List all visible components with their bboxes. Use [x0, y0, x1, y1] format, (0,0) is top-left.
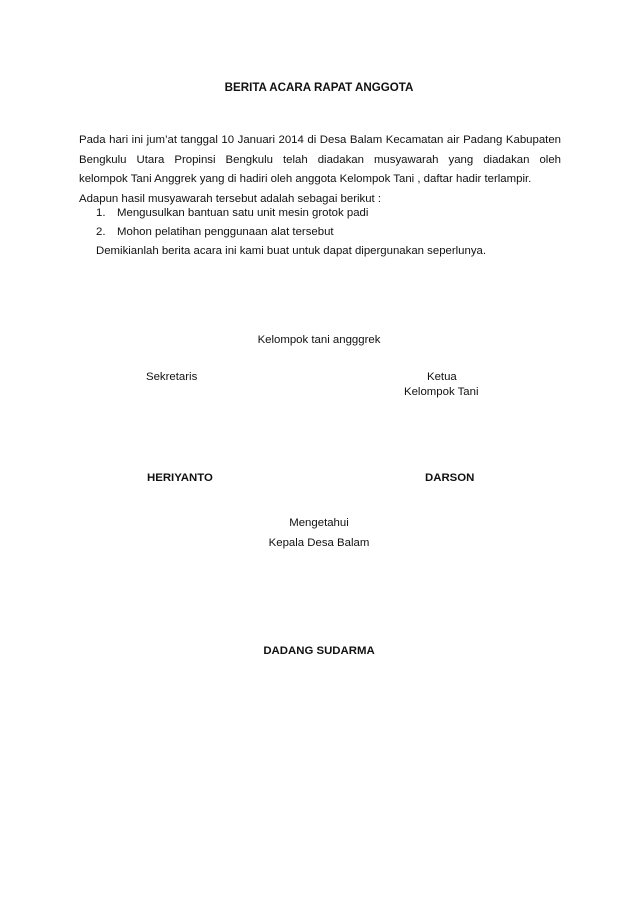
- document-title: BERITA ACARA RAPAT ANGGOTA: [224, 81, 414, 94]
- body-paragraph: [79, 131, 561, 209]
- paragraph-line: Bengkulu Utara Propinsi Bengkulu telah diadakan musyawarah yang diadakan oleh: [79, 153, 561, 166]
- paragraph-line: kelompok Tani Anggrek yang di hadiri oleh anggota Kelompok Tani , daftar hadir terlampir.: [79, 173, 532, 185]
- village-head-name: DADANG SUDARMA: [263, 645, 375, 657]
- village-head-role: Kepala Desa Balam: [268, 537, 370, 549]
- closing-statement: Demikianlah berita acara ini kami buat untuk dapat dipergunakan seperlunya.: [96, 245, 487, 257]
- secretary-role: Sekretaris: [146, 371, 198, 383]
- list-text: Mohon pelatihan penggunaan alat tersebut: [117, 226, 334, 238]
- list-number: 1.: [96, 207, 106, 219]
- chair-role: Ketua: [427, 371, 457, 383]
- list-item: [96, 207, 368, 219]
- chair-name: DARSON: [425, 472, 475, 484]
- list-text: Mengusulkan bantuan satu unit mesin grotok padi: [117, 207, 369, 219]
- group-name: Kelompok tani angggrek: [257, 334, 381, 346]
- acknowledge-label: Mengetahui: [289, 517, 349, 529]
- secretary-name: HERIYANTO: [147, 472, 213, 484]
- chair-role-group: Kelompok Tani: [404, 386, 479, 398]
- list-item: [96, 226, 334, 238]
- paragraph-line: Pada hari ini jum’at tanggal 10 Januari 2014 di Desa Balam Kecamatan air Padang Kabupaten: [79, 134, 561, 146]
- list-number: 2.: [96, 226, 106, 238]
- paragraph-line: Adapun hasil musyawarah tersebut adalah sebagai berikut :: [79, 192, 382, 205]
